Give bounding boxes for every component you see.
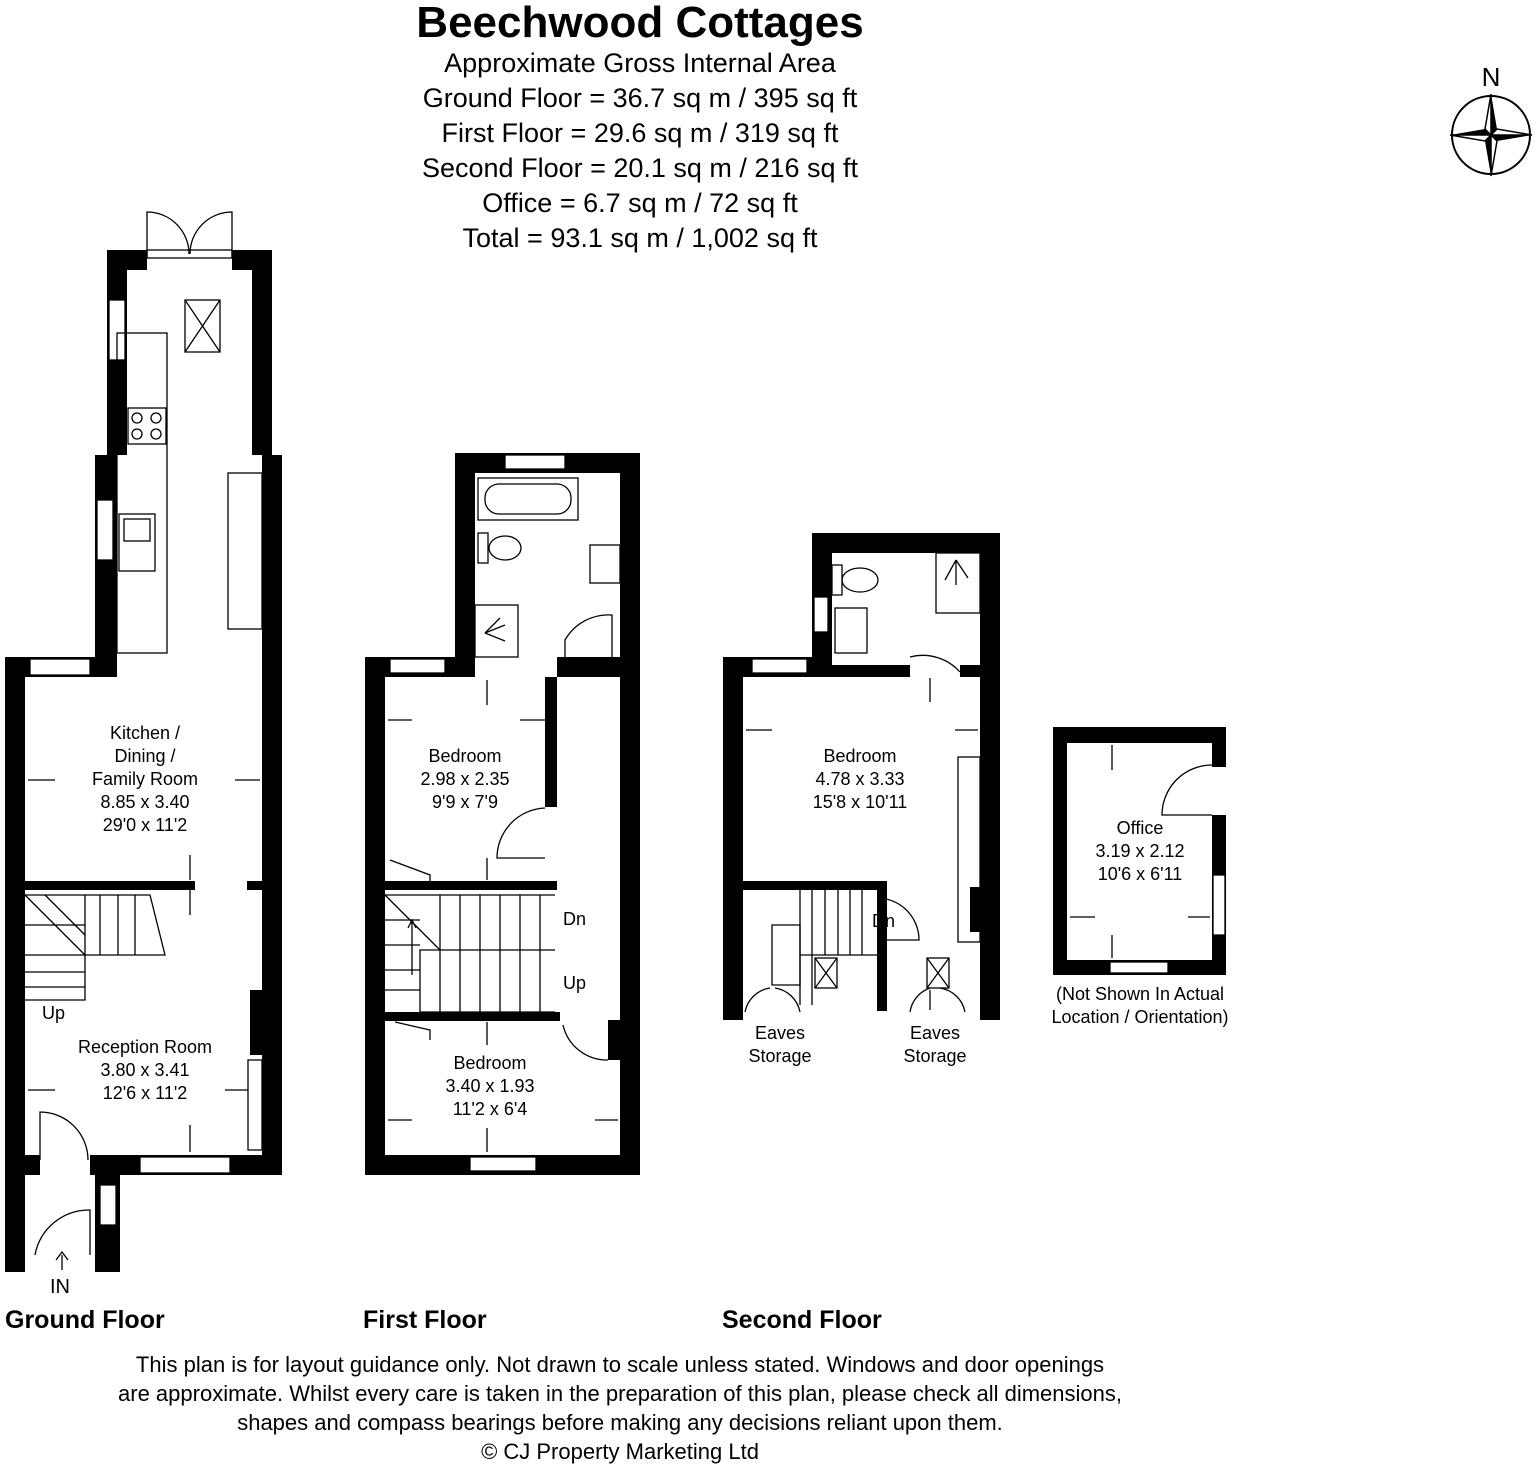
ground-floor-label: Ground Floor: [5, 1306, 165, 1334]
bedroom-2-name: Bedroom: [453, 1053, 527, 1073]
bedroom-2-metric: 3.40 x 1.93: [445, 1076, 535, 1096]
reception-metric: 3.80 x 3.41: [100, 1060, 190, 1080]
office-note-1: (Not Shown In Actual: [1055, 984, 1225, 1004]
north-label: N: [1481, 62, 1501, 92]
office-imperial: 10'6 x 6'11: [1097, 864, 1183, 884]
reception-name: Reception Room: [77, 1037, 213, 1057]
eaves-right-2: Storage: [903, 1046, 967, 1066]
kitchen-metric: 8.85 x 3.40: [100, 792, 190, 812]
ground-up-label: Up: [42, 1003, 66, 1023]
eaves-right-1: Eaves: [909, 1023, 961, 1043]
bedroom-3-metric: 4.78 x 3.33: [815, 769, 905, 789]
eaves-storage-right-label: [885, 1022, 985, 1068]
office-name: Office: [1116, 818, 1164, 838]
room-bedroom-2-label: [425, 1052, 555, 1121]
room-office-label: [1075, 817, 1205, 886]
room-kitchen-label: [60, 722, 230, 837]
bedroom-3-name: Bedroom: [823, 746, 897, 766]
kitchen-name-2: Dining /: [114, 746, 176, 766]
page-title: Beechwood Cottages: [416, 0, 864, 47]
eaves-storage-left-label: [730, 1022, 830, 1068]
reception-imperial: 12'6 x 11'2: [102, 1083, 188, 1103]
area-subtitle: Approximate Gross Internal Area: [444, 48, 836, 78]
office-note-2: Location / Orientation): [1051, 1007, 1229, 1027]
first-floor-label: First Floor: [363, 1306, 487, 1334]
bedroom-2-imperial: 11'2 x 6'4: [452, 1099, 528, 1119]
second-floor-label: Second Floor: [722, 1306, 882, 1334]
eaves-left-1: Eaves: [754, 1023, 806, 1043]
bedroom-1-metric: 2.98 x 2.35: [420, 769, 510, 789]
room-reception-label: [55, 1036, 235, 1105]
kitchen-name-3: Family Room: [91, 769, 198, 789]
room-bedroom-1-label: [400, 745, 530, 814]
area-second-floor: Second Floor = 20.1 sq m / 216 sq ft: [422, 153, 858, 183]
bedroom-1-imperial: 9'9 x 7'9: [432, 792, 498, 812]
first-dn-label: Dn: [563, 909, 587, 929]
disclaimer: [0, 1350, 1240, 1466]
area-total: Total = 93.1 sq m / 1,002 sq ft: [462, 223, 818, 253]
kitchen-name-1: Kitchen /: [109, 723, 181, 743]
first-up-label: Up: [563, 973, 587, 993]
office-metric: 3.19 x 2.12: [1095, 841, 1185, 861]
bedroom-1-name: Bedroom: [428, 746, 502, 766]
eaves-left-2: Storage: [748, 1046, 812, 1066]
area-first-floor: First Floor = 29.6 sq m / 319 sq ft: [441, 118, 839, 148]
room-bedroom-3-label: [795, 745, 925, 814]
copyright: © CJ Property Marketing Ltd: [481, 1439, 759, 1464]
entrance-label: IN: [50, 1276, 70, 1298]
second-dn-label: Dn: [872, 911, 896, 931]
disclaimer-line-1: This plan is for layout guidance only. Not drawn to scale unless stated. Windows and door openings: [135, 1352, 1105, 1377]
area-office: Office = 6.7 sq m / 72 sq ft: [482, 188, 798, 218]
disclaimer-line-2: are approximate. Whilst every care is taken in the preparation of this plan, please check all dimensions,: [118, 1381, 1122, 1406]
disclaimer-line-3: shapes and compass bearings before making any decisions reliant upon them.: [237, 1410, 1003, 1435]
office-note: [1035, 983, 1245, 1029]
bedroom-3-imperial: 15'8 x 10'11: [812, 792, 908, 812]
area-ground-floor: Ground Floor = 36.7 sq m / 395 sq ft: [422, 83, 858, 113]
kitchen-imperial: 29'0 x 11'2: [102, 815, 188, 835]
